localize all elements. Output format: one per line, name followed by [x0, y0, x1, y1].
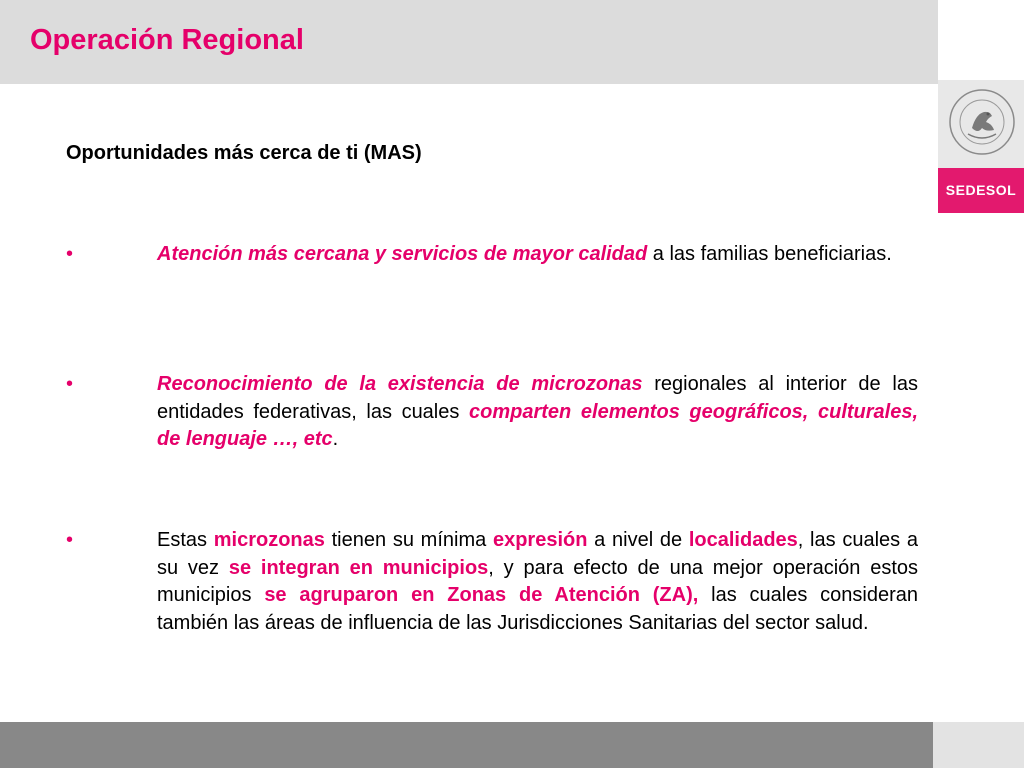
footer-corner [933, 722, 1024, 768]
highlighted-text: localidades [688, 529, 798, 551]
brand-sidebar [938, 0, 1024, 768]
highlighted-text: microzonas [213, 529, 325, 551]
paragraph-text: a las familias beneficiarias. [647, 243, 892, 265]
page-title: Operación Regional [30, 24, 304, 56]
bullet-paragraph-1 [157, 241, 918, 269]
bullet-marker: • [66, 243, 74, 265]
header-bar [0, 0, 938, 84]
highlighted-text: se agruparon en Zonas de Atención (ZA), [264, 584, 699, 606]
paragraph-text: a nivel de [587, 529, 689, 551]
sedesol-logo: SEDESOL [938, 168, 1024, 213]
bullet-marker: • [66, 529, 74, 551]
bullet-paragraph-3 [157, 527, 918, 637]
brand-top-block [938, 0, 1024, 80]
paragraph-text: las cuales consideran también las áreas de influencia de las Jurisdicciones Sanitarias del sector salud. [157, 584, 918, 634]
bullet-marker: • [66, 373, 74, 395]
seal-box [938, 80, 1024, 168]
paragraph-text: , las cuales a su vez [157, 529, 918, 579]
paragraph-text: regionales al interior de las entidades federativas, las cuales [157, 373, 918, 423]
paragraph-text: , y para efecto de una mejor operación estos municipios [157, 556, 919, 606]
highlighted-text: Reconocimiento de la existencia de microzonas [157, 373, 643, 395]
paragraph-text: Estas [157, 529, 214, 551]
bullet-paragraph-2 [157, 371, 918, 454]
mexican-coat-of-arms-seal-icon [948, 88, 1016, 156]
highlighted-text: se integran en municipios [228, 556, 489, 579]
footer-bar [0, 722, 933, 768]
paragraph-text: tienen su mínima [324, 529, 493, 551]
highlighted-text: expresión [492, 529, 588, 551]
highlighted-text: comparten elementos geográficos, culturales, de lenguaje …, etc [157, 400, 919, 450]
slide-subtitle: Oportunidades más cerca de ti (MAS) [66, 142, 422, 164]
highlighted-text: Atención más cercana y servicios de mayor calidad [157, 243, 648, 265]
paragraph-text: . [332, 428, 339, 450]
brand-bottom-block [938, 213, 1024, 768]
